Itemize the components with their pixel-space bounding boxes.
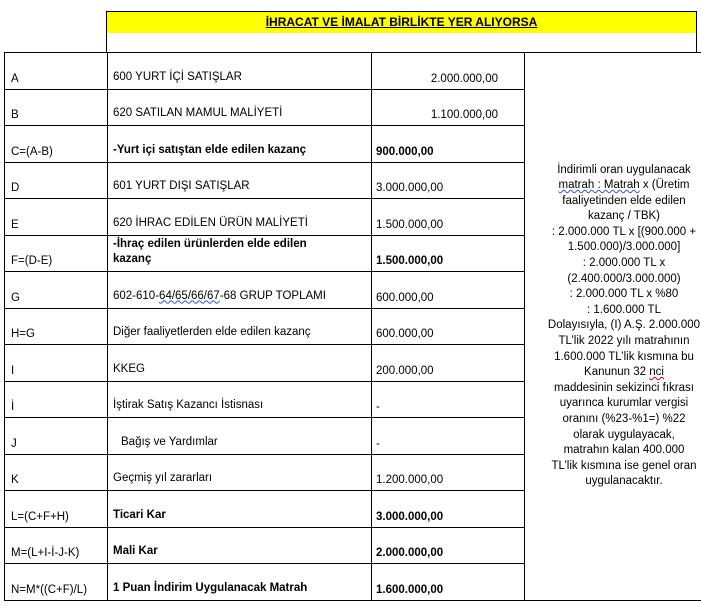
row-description: Diğer faaliyetlerden elde edilen kazanç [108,308,372,345]
row-code: G [5,272,108,309]
header-blank-row [106,33,697,53]
row-description: Mali Kar [108,527,372,564]
table-title: İHRACAT VE İMALAT BİRLİKTE YER ALIYORSA [106,11,697,34]
row-code: I [5,345,108,382]
row-description: KKEG [108,345,372,382]
row-description: Geçmiş yıl zararları [108,454,372,491]
row-value: 2.000.000,00 [372,527,525,564]
row-value: 600.000,00 [372,308,525,345]
table-row [5,53,701,90]
row-description: Bağış ve Yardımlar [108,418,372,455]
row-description: Ticari Kar [108,491,372,528]
row-code: F=(D-E) [5,235,108,272]
row-code: L=(C+F+H) [5,491,108,528]
row-code: İ [5,381,108,418]
row-value: 1.500.000,00 [372,199,525,236]
row-code: A [5,53,108,90]
row-code: N=M*((C+F)/L) [5,564,108,601]
calculation-table [4,52,701,601]
row-description: 601 YURT DIŞI SATIŞLAR [108,162,372,199]
row-code: D [5,162,108,199]
row-description: 600 YURT İÇİ SATIŞLAR [108,53,372,90]
row-value: 3.000.000,00 [372,491,525,528]
explanation-note: İndirimli oran uygulanacak matrah : Matrah x (Üretim faaliyetinden elde edilen kazanç / TBK) : 2.000.000 TL x [(900.000 + 1.500.000)/3.000.000] : 2.000.000 TL x (2.400.000/3.000.000) : 2.000.000 TL x %80 : 1.600.000 TL Dolayısıyla, (I) A.Ş. 2.000.000 TL’lik 2022 yılı matrahının 1.600.000 TL’lik kısmına bu Kanunun 32 nci maddesinin sekizinci fıkrası uyarınca kurumlar vergisi oranını (%23-%1=) %22 olarak uygulayacak, matrahın kalan 400.000 TL’lik kısmına ise genel oran uygulanacaktır. [525,53,701,601]
row-value: 3.000.000,00 [372,162,525,199]
row-description: 1 Puan İndirim Uygulanacak Matrah [108,564,372,601]
row-code: M=(L+I-İ-J-K) [5,527,108,564]
row-description: 620 SATILAN MAMUL MALİYETİ [108,89,372,126]
row-value: - [372,418,525,455]
row-value: - [372,381,525,418]
row-value: 1.100.000,00 [372,89,525,126]
row-code: E [5,199,108,236]
row-description: -Yurt içi satıştan elde edilen kazanç [108,126,372,163]
row-value: 2.000.000,00 [372,53,525,90]
row-value: 600.000,00 [372,272,525,309]
row-code: J [5,418,108,455]
row-description: 602-610-64/65/66/67-68 GRUP TOPLAMI [108,272,372,309]
row-value: 1.200.000,00 [372,454,525,491]
row-code: H=G [5,308,108,345]
row-value: 1.500.000,00 [372,235,525,272]
row-value: 200.000,00 [372,345,525,382]
row-description: -İhraç edilen ürünlerden elde edilen kazanç [108,235,372,272]
row-code: K [5,454,108,491]
row-code: C=(A-B) [5,126,108,163]
row-value: 900.000,00 [372,126,525,163]
row-value: 1.600.000,00 [372,564,525,601]
row-description: İştirak Satış Kazancı İstisnası [108,381,372,418]
row-description: 620 İHRAC EDİLEN ÜRÜN MALİYETİ [108,199,372,236]
row-code: B [5,89,108,126]
